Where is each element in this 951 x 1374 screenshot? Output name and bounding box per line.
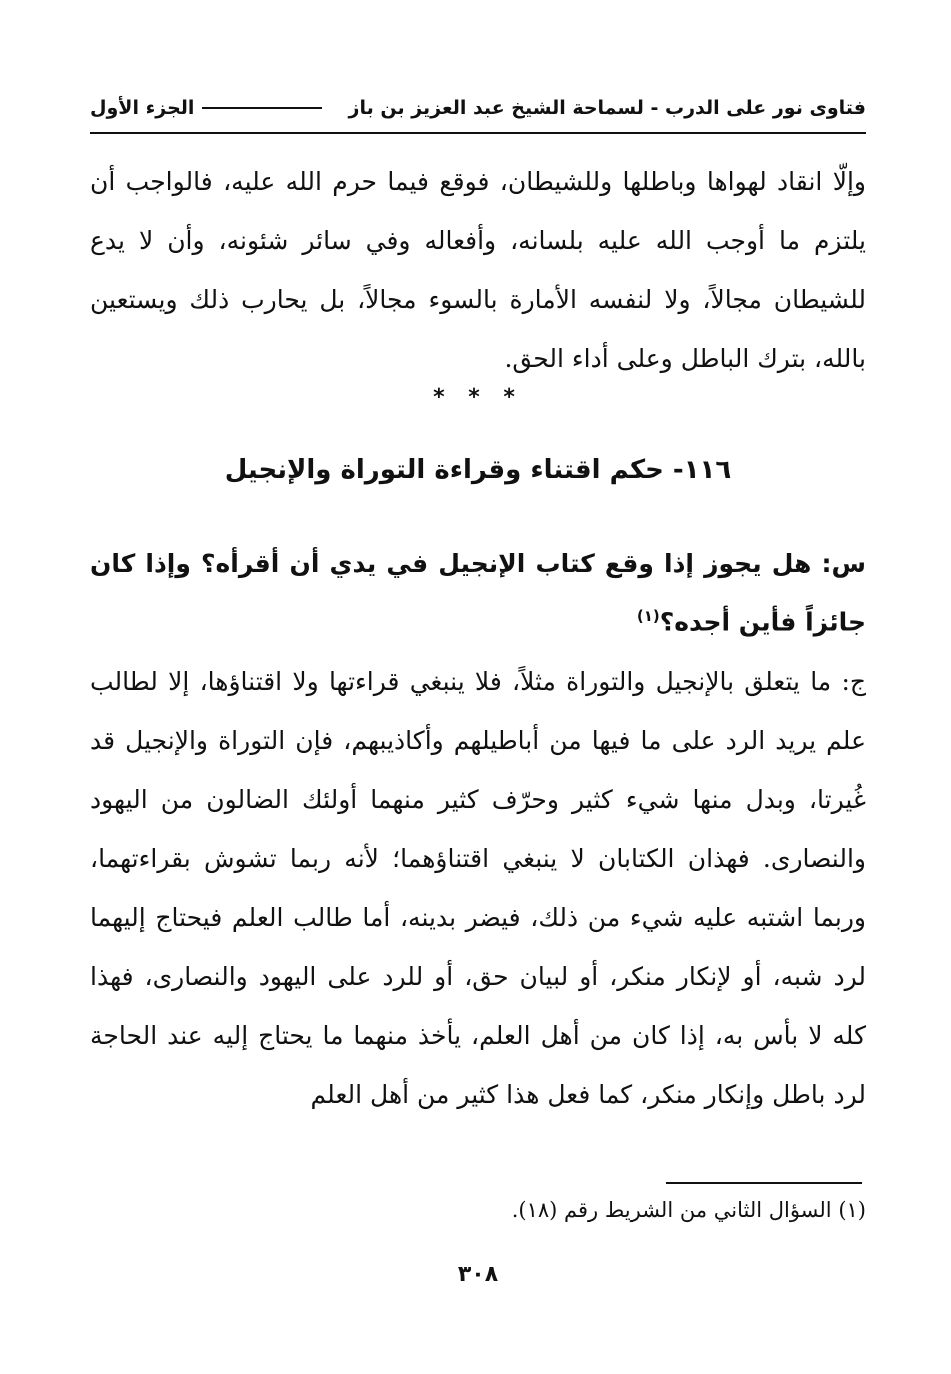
section-title: ١١٦- حكم اقتناء وقراءة التوراة والإنجيل — [224, 455, 732, 485]
footnote: (١) السؤال الثاني من الشريط رقم (١٨). — [511, 1198, 866, 1222]
volume-group — [90, 97, 322, 119]
question-paragraph — [90, 538, 866, 648]
question-text: س: هل يجوز إذا وقع كتاب الإنجيل في يدي أن أقرأه؟ وإذا كان جائزاً فأين أجده؟ — [90, 549, 866, 637]
footnote-reference: (١) — [636, 607, 660, 625]
book-title: فتاوى نور على الدرب - لسماحة الشيخ عبد العزيز بن باز — [348, 97, 866, 119]
answer-block — [90, 652, 866, 1124]
intro-paragraph-block — [90, 152, 866, 388]
running-header — [90, 88, 866, 128]
header-rule — [90, 132, 866, 134]
page-number: ٣٠٨ — [457, 1262, 499, 1287]
intro-paragraph: وإلّا انقاد لهواها وباطلها وللشيطان، فوقع فيما حرم الله عليه، فالواجب أن يلتزم ما أوجب الله عليه بلسانه، وأفعاله وفي سائر شئونه، وأن لا يدع للشيطان مجالاً، ولا لنفسه الأمارة بالسوء مجالاً، بل يحارب ذلك ويستعين بالله، بترك الباطل وعلى أداء الحق. — [90, 167, 866, 373]
footnote-rule — [666, 1182, 862, 1184]
question-block — [90, 538, 866, 648]
volume-label: الجزء الأول — [90, 97, 195, 119]
answer-paragraph: ج: ما يتعلق بالإنجيل والتوراة مثلاً، فلا ينبغي قراءتها ولا اقتناؤها، إلا لطالب علم يريد الرد على ما فيها من أباطيلهم وأكاذيبهم، فإن التوراة والإنجيل قد غُيرتا، وبدل منها شيء كثير وحرّف كثير منهما أولئك الضالون من اليهود والنصارى. فهذان الكتابان لا ينبغي اقتناؤهما؛ لأنه ربما تشوش بقراءتهما، وربما اشتبه عليه شيء من ذلك، فيضر بدينه، أما طالب العلم فيحتاج إليهما لرد شبه، أو لإنكار منكر، أو لبيان حق، أو للرد على اليهود والنصارى، فهذا كله لا بأس به، إذا كان من أهل العلم، يأخذ منهما ما يحتاج إليه عند الحاجة لرد باطل وإنكار منكر، كما فعل هذا كثير من أهل العلم — [90, 667, 866, 1109]
header-dash — [202, 107, 322, 109]
section-separator: * * * — [433, 385, 523, 410]
